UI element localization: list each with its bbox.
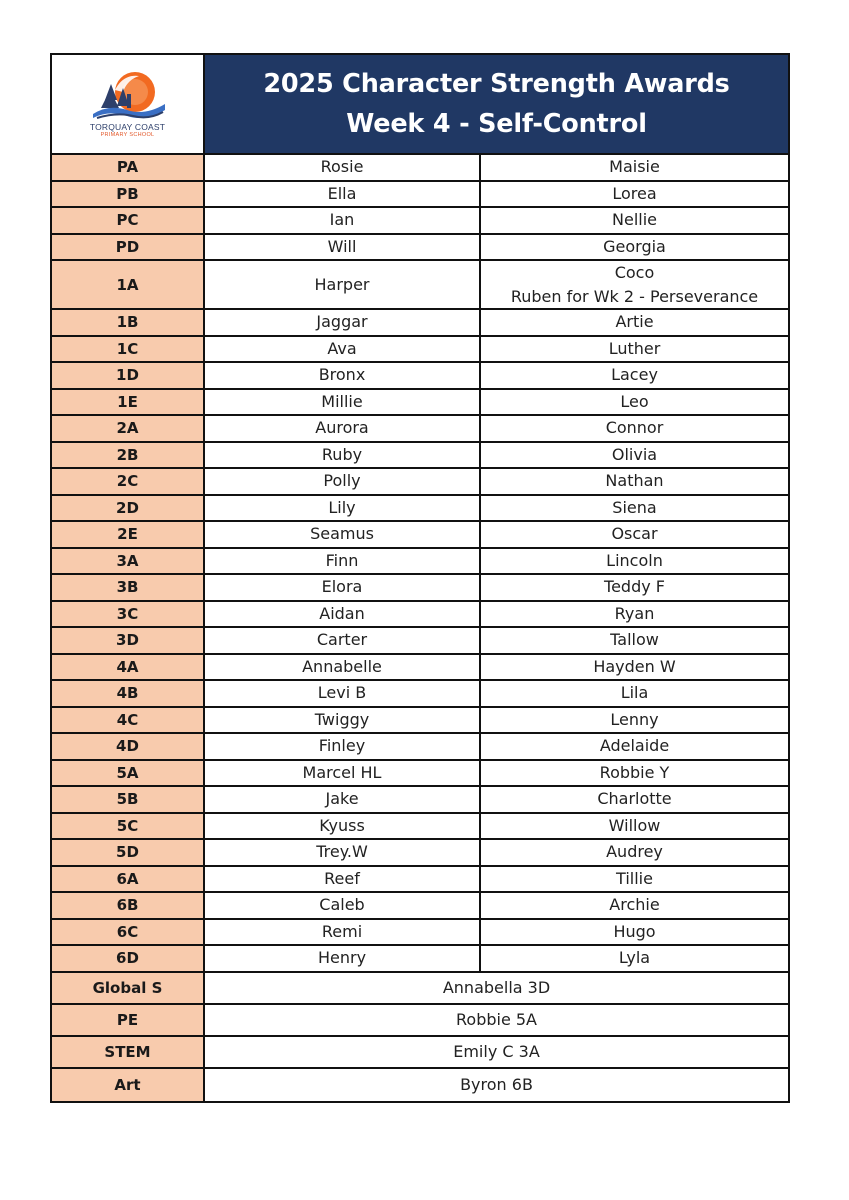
award-cell-multi (481, 261, 788, 308)
award-name: Leo (620, 391, 649, 411)
award-name: Rosie (205, 155, 481, 180)
award-name: Caleb (205, 893, 481, 918)
award-name: Reef (205, 867, 481, 892)
award-name: Elora (205, 575, 481, 600)
class-label: PB (52, 182, 205, 207)
school-logo-icon (87, 70, 169, 122)
class-label: 6C (52, 920, 205, 945)
class-rows (52, 155, 788, 1101)
award-name: Seamus (205, 522, 481, 547)
award-name: Twiggy (205, 708, 481, 733)
award-name: Charlotte (597, 789, 672, 809)
award-name: Coco (614, 262, 655, 282)
award-name: Finn (205, 549, 481, 574)
award-name: Harper (205, 261, 481, 308)
award-name: Olivia (611, 444, 658, 464)
table-row (52, 310, 788, 337)
table-row (52, 920, 788, 947)
award-name: Teddy F (604, 577, 665, 597)
award-name: Ian (205, 208, 481, 233)
table-row (52, 814, 788, 841)
specialist-name: Byron 6B (460, 1074, 533, 1094)
class-label: 1E (52, 390, 205, 415)
specialist-label: PE (52, 1005, 205, 1035)
page-title: 2025 Character Strength Awards (263, 69, 730, 99)
award-name: Annabelle (205, 655, 481, 680)
award-name: Lily (205, 496, 481, 521)
class-label: 2D (52, 496, 205, 521)
page-subtitle: Week 4 - Self-Control (346, 109, 647, 139)
table-row (52, 708, 788, 735)
table-row (52, 261, 788, 310)
class-label: 2B (52, 443, 205, 468)
specialist-label: Art (52, 1069, 205, 1101)
table-row (52, 893, 788, 920)
award-name: Ella (205, 182, 481, 207)
table-row (52, 522, 788, 549)
award-name: Oscar (611, 524, 658, 544)
award-name: Tillie (616, 868, 653, 888)
award-name: Remi (205, 920, 481, 945)
award-name: Artie (615, 312, 654, 332)
award-name: Carter (205, 628, 481, 653)
specialist-name: Emily C 3A (453, 1041, 540, 1061)
award-name: Lincoln (606, 550, 663, 570)
class-label: PD (52, 235, 205, 260)
class-label: 4D (52, 734, 205, 759)
class-label: 4A (52, 655, 205, 680)
school-logo (52, 55, 205, 153)
table-row (52, 734, 788, 761)
class-label: 1A (52, 261, 205, 308)
table-row (52, 390, 788, 417)
specialist-row (52, 1069, 788, 1101)
table-row (52, 496, 788, 523)
class-label: 5C (52, 814, 205, 839)
award-name: Lyla (618, 948, 651, 968)
award-name: Kyuss (205, 814, 481, 839)
award-name: Millie (205, 390, 481, 415)
class-label: 3C (52, 602, 205, 627)
specialist-row (52, 1005, 788, 1037)
logo-name: TORQUAY COAST (89, 121, 166, 132)
award-name: Ryan (614, 603, 655, 623)
class-label: 2E (52, 522, 205, 547)
award-name: Ava (205, 337, 481, 362)
specialist-label: Global S (52, 973, 205, 1003)
award-name: Hugo (613, 921, 656, 941)
class-label: 6A (52, 867, 205, 892)
award-name: Aidan (205, 602, 481, 627)
class-label: 3A (52, 549, 205, 574)
award-name: Connor (605, 418, 664, 438)
award-name: Will (205, 235, 481, 260)
table-row (52, 208, 788, 235)
award-name: Tallow (610, 630, 659, 650)
table-row (52, 787, 788, 814)
table-row (52, 235, 788, 262)
table-header (52, 55, 788, 155)
table-row (52, 155, 788, 182)
award-name: Robbie Y (599, 762, 670, 782)
class-label: PA (52, 155, 205, 180)
table-row (52, 416, 788, 443)
award-name: Jaggar (205, 310, 481, 335)
title-block (205, 55, 788, 153)
table-row (52, 469, 788, 496)
award-name: Nellie (612, 210, 657, 230)
logo-subtitle: PRIMARY SCHOOL (100, 131, 155, 138)
class-label: 3D (52, 628, 205, 653)
award-name: Georgia (603, 236, 666, 256)
class-label: 6D (52, 946, 205, 971)
class-label: 1C (52, 337, 205, 362)
class-label: 1D (52, 363, 205, 388)
award-name: Willow (608, 815, 661, 835)
table-row (52, 337, 788, 364)
class-label: 3B (52, 575, 205, 600)
award-name: Lenny (610, 709, 659, 729)
table-row (52, 602, 788, 629)
award-name: Jake (205, 787, 481, 812)
table-row (52, 363, 788, 390)
award-name: Lorea (612, 183, 657, 203)
class-label: 5B (52, 787, 205, 812)
award-name: Nathan (605, 471, 664, 491)
class-label: PC (52, 208, 205, 233)
table-row (52, 182, 788, 209)
award-name: Bronx (205, 363, 481, 388)
table-row (52, 549, 788, 576)
class-label: 5A (52, 761, 205, 786)
table-row (52, 655, 788, 682)
award-name: Henry (205, 946, 481, 971)
table-row (52, 840, 788, 867)
table-row (52, 443, 788, 470)
class-label: 6B (52, 893, 205, 918)
class-label: 4B (52, 681, 205, 706)
award-name: Hayden W (593, 656, 676, 676)
award-name: Finley (205, 734, 481, 759)
award-name: Aurora (205, 416, 481, 441)
award-name: Trey.W (205, 840, 481, 865)
table-row (52, 761, 788, 788)
award-name: Adelaide (599, 736, 670, 756)
award-name: Siena (612, 497, 657, 517)
award-name: Ruby (205, 443, 481, 468)
class-label: 2C (52, 469, 205, 494)
specialist-row (52, 1037, 788, 1069)
award-name: Lila (620, 683, 649, 703)
class-label: 5D (52, 840, 205, 865)
specialist-row (52, 973, 788, 1005)
award-name: Lacey (611, 365, 658, 385)
award-name: Marcel HL (205, 761, 481, 786)
award-name: Levi B (205, 681, 481, 706)
class-label: 1B (52, 310, 205, 335)
table-row (52, 867, 788, 894)
specialist-label: STEM (52, 1037, 205, 1067)
award-name: Audrey (606, 842, 663, 862)
awards-table (50, 53, 790, 1103)
table-row (52, 681, 788, 708)
table-row (52, 946, 788, 973)
class-label: 4C (52, 708, 205, 733)
award-name: Polly (205, 469, 481, 494)
award-note: Ruben for Wk 2 - Perseverance (510, 286, 759, 306)
award-name: Maisie (609, 157, 660, 177)
award-name: Luther (608, 338, 661, 358)
class-label: 2A (52, 416, 205, 441)
award-name: Archie (609, 895, 660, 915)
specialist-name: Robbie 5A (456, 1009, 537, 1029)
table-row (52, 628, 788, 655)
specialist-name: Annabella 3D (442, 977, 551, 997)
table-row (52, 575, 788, 602)
